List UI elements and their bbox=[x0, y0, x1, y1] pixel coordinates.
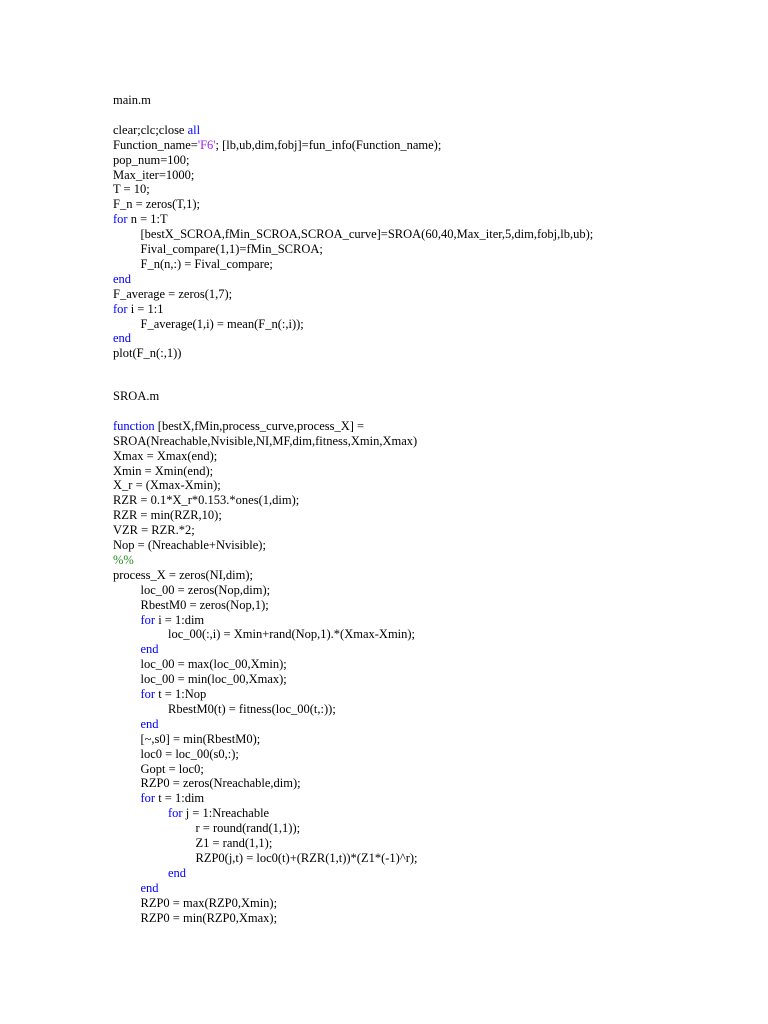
code-text: loc_00(:,i) = Xmin+rand(Nop,1).*(Xmax-Xmin); bbox=[168, 627, 416, 642]
code-text: Function_name= bbox=[113, 137, 198, 152]
code-text: Gopt = loc0; bbox=[140, 761, 204, 776]
code-text: VZR = RZR.*2; bbox=[113, 523, 195, 538]
code-line bbox=[113, 182, 150, 197]
code-line bbox=[113, 538, 266, 553]
code-line bbox=[113, 478, 221, 493]
code-line bbox=[113, 123, 200, 138]
code-comment: %% bbox=[113, 552, 134, 567]
code-line bbox=[113, 346, 181, 361]
code-line bbox=[168, 702, 336, 717]
code-keyword: for bbox=[140, 791, 156, 806]
code-text: ; [lb,ub,dim,fobj]=fun_info(Function_name); bbox=[215, 137, 442, 152]
code-line bbox=[113, 419, 364, 434]
code-line bbox=[196, 836, 273, 851]
code-text: RZR = 0.1*X_r*0.153.*ones(1,dim); bbox=[113, 493, 300, 508]
code-keyword: for bbox=[140, 687, 156, 701]
code-keyword: end bbox=[113, 331, 132, 346]
code-text: Xmin = Xmin(end); bbox=[113, 463, 214, 478]
code-line bbox=[168, 866, 186, 881]
code-line bbox=[113, 464, 213, 479]
code-line bbox=[113, 508, 222, 523]
code-line bbox=[141, 896, 278, 911]
code-keyword: all bbox=[187, 122, 201, 137]
code-line bbox=[141, 598, 269, 613]
code-line bbox=[141, 911, 278, 926]
code-line bbox=[141, 762, 204, 777]
code-keyword: end bbox=[113, 271, 132, 286]
code-line bbox=[113, 197, 200, 212]
code-line bbox=[113, 449, 217, 464]
code-text: [bestX,fMin,process_curve,process_X] = bbox=[154, 418, 365, 433]
code-line bbox=[113, 138, 441, 153]
code-text: T = 10; bbox=[113, 182, 150, 197]
code-line bbox=[113, 331, 131, 346]
code-text: Xmax = Xmax(end); bbox=[113, 448, 218, 463]
code-text: [bestX_SCROA,fMin_SCROA,SCROA_curve]=SROA(60,40,Max_iter,5,dim,fobj,lb,ub); bbox=[140, 227, 594, 242]
code-line bbox=[113, 212, 168, 227]
code-line bbox=[196, 851, 418, 866]
code-line bbox=[113, 168, 194, 183]
code-text: clear;clc;close bbox=[113, 122, 188, 137]
code-line bbox=[141, 732, 261, 747]
code-text: plot(F_n(:,1)) bbox=[113, 346, 182, 361]
code-line bbox=[141, 881, 159, 896]
code-line bbox=[113, 302, 163, 317]
code-text: SROA(Nreachable,Nvisible,NI,MF,dim,fitness,Xmin,Xmax) bbox=[113, 433, 418, 448]
code-line bbox=[113, 493, 299, 508]
code-text: RZP0 = zeros(Nreachable,dim); bbox=[140, 776, 301, 791]
code-line bbox=[113, 153, 190, 168]
code-keyword: end bbox=[140, 880, 159, 895]
code-text: loc_00 = max(loc_00,Xmin); bbox=[140, 657, 287, 672]
file-title: SROA.m bbox=[113, 389, 160, 403]
code-line bbox=[141, 657, 287, 672]
code-text: i = 1:dim bbox=[155, 612, 205, 627]
code-line bbox=[141, 583, 271, 598]
code-text: t = 1:dim bbox=[155, 791, 205, 806]
code-keyword: end bbox=[140, 716, 159, 731]
code-keyword: end bbox=[168, 865, 187, 880]
code-text: Z1 = rand(1,1); bbox=[195, 836, 273, 850]
code-text: RZP0(j,t) = loc0(t)+(RZR(1,t))*(Z1*(-1)^r); bbox=[195, 850, 418, 865]
code-text: j = 1:Nreachable bbox=[182, 806, 270, 821]
code-line bbox=[141, 613, 205, 628]
code-line bbox=[168, 806, 269, 821]
code-text: process_X = zeros(NI,dim); bbox=[113, 567, 253, 582]
code-line bbox=[141, 317, 304, 332]
code-text: F_n = zeros(T,1); bbox=[113, 197, 201, 212]
code-line bbox=[141, 257, 273, 272]
code-text: loc_00 = min(loc_00,Xmax); bbox=[140, 672, 287, 687]
file-title: main.m bbox=[113, 93, 151, 107]
code-line bbox=[141, 672, 287, 687]
code-text: r = round(rand(1,1)); bbox=[195, 821, 301, 836]
code-text: pop_num=100; bbox=[113, 152, 190, 167]
code-text: X_r = (Xmax-Xmin); bbox=[113, 478, 221, 493]
code-text: RZP0 = min(RZP0,Xmax); bbox=[140, 910, 278, 925]
code-text: Max_iter=1000; bbox=[113, 167, 195, 182]
code-line bbox=[196, 821, 301, 836]
code-text: t = 1:Nop bbox=[155, 687, 207, 701]
code-line bbox=[141, 642, 159, 657]
code-text: Fival_compare(1,1)=fMin_SCROA; bbox=[140, 242, 323, 256]
code-keyword: for bbox=[113, 212, 128, 227]
code-text: i = 1:1 bbox=[127, 301, 164, 316]
code-keyword: function bbox=[113, 418, 155, 433]
code-keyword: for bbox=[168, 806, 183, 821]
code-line bbox=[113, 272, 131, 287]
code-text: RZR = min(RZR,10); bbox=[113, 508, 222, 523]
code-line bbox=[141, 242, 323, 257]
code-text: loc_00 = zeros(Nop,dim); bbox=[140, 582, 271, 597]
code-text: [~,s0] = min(RbestM0); bbox=[140, 731, 261, 746]
code-line bbox=[141, 747, 239, 762]
code-text: F_average = zeros(1,7); bbox=[113, 286, 233, 301]
code-line bbox=[113, 287, 232, 302]
code-text: F_n(n,:) = Fival_compare; bbox=[140, 256, 273, 271]
code-line bbox=[141, 717, 159, 732]
code-line bbox=[113, 553, 134, 568]
code-text: loc0 = loc_00(s0,:); bbox=[140, 746, 239, 761]
code-text: RbestM0 = zeros(Nop,1); bbox=[140, 597, 269, 612]
code-line bbox=[113, 523, 195, 538]
code-text: Nop = (Nreachable+Nvisible); bbox=[113, 538, 266, 552]
code-keyword: end bbox=[140, 642, 159, 657]
code-line bbox=[141, 776, 301, 791]
code-line bbox=[141, 791, 205, 806]
code-text: F_average(1,i) = mean(F_n(:,i)); bbox=[140, 316, 304, 331]
code-text: n = 1:T bbox=[127, 212, 168, 227]
code-line bbox=[168, 627, 415, 642]
code-line bbox=[113, 568, 253, 583]
code-line bbox=[141, 687, 207, 702]
code-string: 'F6' bbox=[197, 137, 216, 152]
code-keyword: for bbox=[113, 301, 128, 316]
code-keyword: for bbox=[140, 612, 156, 627]
code-line bbox=[113, 434, 417, 449]
code-line bbox=[141, 227, 594, 242]
code-text: RbestM0(t) = fitness(loc_00(t,:)); bbox=[168, 701, 336, 716]
code-text: RZP0 = max(RZP0,Xmin); bbox=[140, 895, 278, 910]
